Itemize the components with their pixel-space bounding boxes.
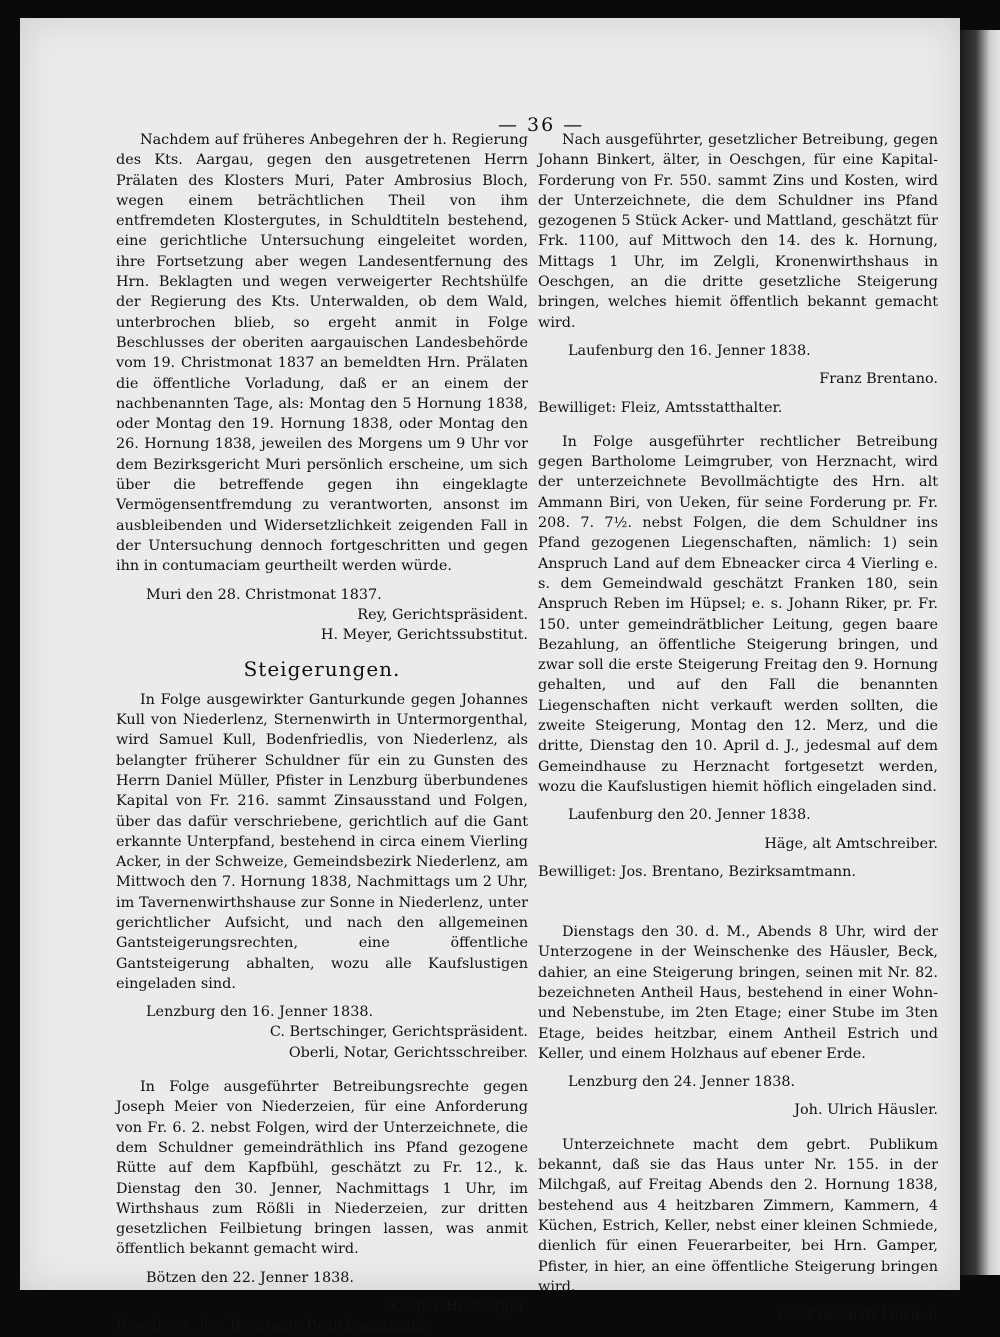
approval-boetzen: Bewilliget: Jos. Brentano, Bezirksamtmann. <box>116 1318 435 1335</box>
notice-oeschgen: Nach ausgeführter, gesetzlicher Betreibung, gegen Johann Binkert, älter, in Oeschgen, für eine Kapital-Forderung von Fr. 550. sammt Zins und Kosten, wird der Unterzeichnete, die dem Schuldner ins Pfand gezogenen 5 Stück Acker- und Mattland, geschätzt für Frk. 1100, auf Mittwoch den 14. des k. Hornung, Mittags 1 Uhr, im Zelgli, Kronenwirthshaus in Oeschgen, an die dritte gesetzliche Steigerung bringen, welches hiemit öffentlich bekannt gemacht wird. <box>538 132 938 331</box>
signature-meyer: H. Meyer, Gerichtssubstitut. <box>320 627 528 644</box>
date-boetzen: Bötzen den 22. Jenner 1838. <box>146 1269 354 1286</box>
signature-bertschinger: C. Bertschinger, Gerichtspräsident. <box>269 1024 528 1041</box>
approval-fleiz: Bewilliget: Fleiz, Amtsstatthalter. <box>538 399 783 416</box>
signature-rey: Rey, Gerichtspräsident. <box>357 606 528 623</box>
right-column <box>538 130 938 1325</box>
left-column <box>116 130 528 1337</box>
date-laufenburg-1: Laufenburg den 16. Jenner 1838. <box>568 342 811 359</box>
notice-lenzburg: In Folge ausgewirkter Ganturkunde gegen Johannes Kull von Niederlenz, Sternenwirth in Untermorgenthal, wird Samuel Kull, Bodenfriedlis, von Niederlenz, als belangter früherer Schuldner für ein zu Gunsten des Herrn Daniel Müller, Pfister in Lenzburg überbundenes Kapital von Fr. 216. sammt Zinsausstand und Folgen, über das dafür verschriebene, gerichtlich auf die Gant erkannte Unterpfand, bestehend in circa einem Vierling Acker, in der Schweize, Gemeindsbezirk Niederlenz, am Mittwoch den 7. Hornung 1838, Nachmittags um 2 Uhr, im Tavernenwirthshause zur Sonne in Niederlenz, unter gerichtlicher Aufsicht, und nach den allgemeinen Gantsteigerungsrechten, eine öffentliche Gantsteigerung abhalten, wozu alle Kaufslustigen eingeladen sind. <box>116 691 528 992</box>
approval-brentano: Bewilliget: Jos. Brentano, Bezirksamtmann. <box>538 863 857 880</box>
section-heading-steigerungen: Steigerungen. <box>243 657 401 682</box>
date-muri: Muri den 28. Christmonat 1837. <box>146 586 382 603</box>
date-laufenburg-2: Laufenburg den 20. Jenner 1838. <box>568 807 811 824</box>
notice-herznach: In Folge ausgeführter rechtlicher Betreibung gegen Bartholome Leimgruber, von Herznacht, wird der unterzeichnete Bevollmächtigte des Hrn. alt Ammann Biri, von Ueken, für seine Forderung pr. Fr. 208. 7. 7½. nebst Folgen, die dem Schuldner ins Pfand gezogenen Liegenschaften, nämlich: 1) sein Anspruch Land auf dem Ebneacker circa 4 Vierling e. s. dem Gemeindwald geschätzt Franken 180, sein Anspruch Reben im Hüpsel; e. s. Johann Riker, pr. Fr. 150. unter gemeindrätblicher Leitung, gegen baare Bezahlung, an öffentliche Steigerung bringen, und zwar soll die erste Steigerung Freitag den 9. Hornung gehalten, und auf den Fall die benannten Liegenschaften nicht verkauft werden sollten, die zweite Steigerung, Montag den 12. Merz, und die dritte, Dienstag den 10. April d. J., jedesmal auf dem Gemeindhause zu Herznacht fortgesetzt werden, wozu die Kaufslustigen hiemit höflich eingeladen sind. <box>538 433 938 795</box>
notice-haeusler: Dienstags den 30. d. M., Abends 8 Uhr, wird der Unterzogene in der Weinschenke des Häusler, Beck, dahier, an eine Steigerung bringen, seinen mit Nr. 82. bezeichneten Antheil Haus, bestehend in einer Wohn- und Nebenstube, im 2ten Etage; einer Stube im 3ten Etage, beides heitzbar, einem Antheil Estrich und Keller, und einem Holzhaus auf ebener Erde. <box>538 924 938 1062</box>
page-number: — 36 — <box>498 114 585 136</box>
date-lenzburg-2: Lenzburg den 24. Jenner 1838. <box>568 1074 796 1091</box>
signature-haege: Häge, alt Amtschreiber. <box>764 835 938 852</box>
signature-huerner: Die Erbschaft Hürner. <box>776 1307 938 1324</box>
notice-muri: Nachdem auf früheres Anbegehren der h. Regierung des Kts. Aargau, gegen den ausgetretenen Herrn Prälaten des Klosters Muri, Pater Ambrosius Bloch, wegen einem beträchtlichen Theil von ihm entfremdeten Klostergutes, in Schuldtiteln bestehend, eine gerichtliche Untersuchung eingeleitet worden, ihre Fortsetzung aber wegen Landesentfernung des Hrn. Beklagten und wegen verweigerter Rechtshülfe der Regierung des Kts. Unterwalden, ob dem Wald, unterbrochen blieb, so ergeht anmit in Folge Beschlusses der oberiten aargauischen Landesbehörde vom 19. Christmonat 1837 an bemeldten Hrn. Prälaten die öffentliche Vorladung, daß er an einem der nachbenannten Tage, als: Montag den 5 Hornung 1838, oder Montag den 19. Hornung 1838, oder Montag den 26. Hornung 1838, jeweilen des Morgens um 9 Uhr vor dem Bezirksgericht Muri persönlich erscheine, um sich über die betreffende gegen ihn eingeklagte Vermögensentfremdung zu verantworten, ansonst im ausbleibenden und Widersetzlichkeit zeigenden Fall in der Untersuchung dennoch fortgeschritten und gegen ihn in contumaciam geurtheilt werden würde. <box>116 132 528 575</box>
signature-haeusler: Joh. Ulrich Häusler. <box>794 1102 938 1119</box>
page-fold-shadow <box>960 30 1000 1275</box>
date-lenzburg: Lenzburg den 16. Jenner 1838. <box>146 1004 374 1021</box>
signature-brentano: Franz Brentano. <box>819 371 938 388</box>
notice-huerner: Unterzeichnete macht dem gebrt. Publikum bekannt, daß sie das Haus unter Nr. 155. in der Milchgaß, auf Freitag Abends den 2. Hornung 1838, bestehend aus 4 heitzbaren Zimmern, Kammern, 4 Küchen, Estrich, Keller, nebst einer kleinen Schmiede, dienlich für einen Feuerarbeiter, bei Hrn. Gamper, Pfister, in hier, an eine öffentliche Steigerung bringen wird. <box>538 1136 938 1295</box>
signature-heuberger: Kaspar Heuberger. <box>389 1298 528 1315</box>
notice-boetzen: In Folge ausgeführter Betreibungsrechte gegen Joseph Meier von Niederzeien, für eine Anforderung von Fr. 6. 2. nebst Folgen, wird der Unterzeichnete, die dem Schuldner gemeindräthlich ins Pfand gezogene Rütte auf dem Kapfbühl, geschätzt zu Fr. 12., k. Dienstag den 30. Jenner, Nachmittags 1 Uhr, im Wirthshaus zum Rößli in Niederzeien, zur dritten gesetzlichen Feilbietung bringen lassen, was anmit öffentlich bekannt gemacht wird. <box>116 1079 528 1258</box>
signature-oberli: Oberli, Notar, Gerichtsschreiber. <box>288 1044 528 1061</box>
